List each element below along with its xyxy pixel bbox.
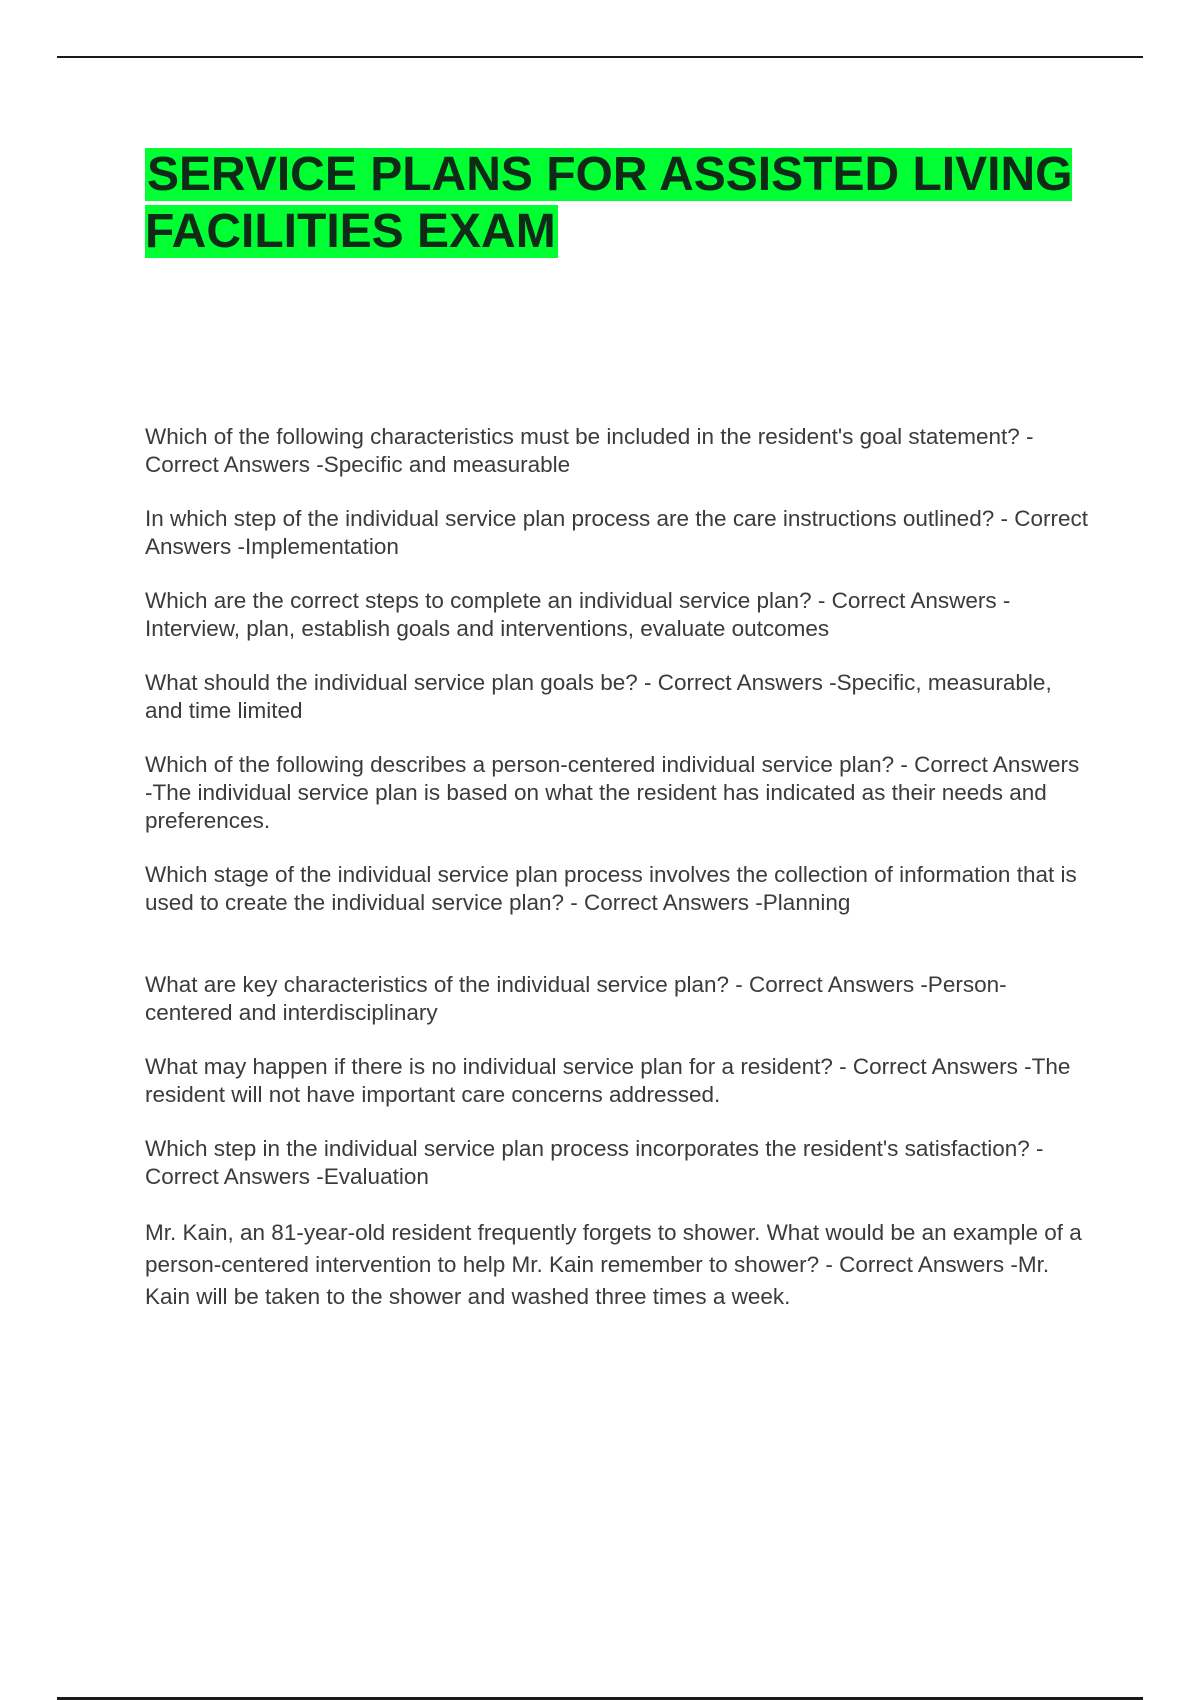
qa-list [145, 423, 1090, 1339]
qa-item-4: What should the individual service plan goals be? - Correct Answers -Specific, measurable, and time limited [145, 670, 1052, 723]
qa-item-5: Which of the following describes a person-centered individual service plan? - Correct Answers -The individual service plan is based on what the resident has indicated as their needs and preferences. [145, 752, 1080, 833]
qa-item-2: In which step of the individual service plan process are the care instructions outlined? - Correct Answers -Implementation [145, 506, 1088, 559]
top-rule [57, 56, 1143, 58]
title-highlight: SERVICE PLANS FOR ASSISTED LIVING FACILITIES EXAM [145, 148, 1073, 258]
qa-item-8: What may happen if there is no individual service plan for a resident? - Correct Answers -The resident will not have important care concerns addressed. [145, 1054, 1071, 1107]
qa-item-1: Which of the following characteristics must be included in the resident's goal statement? - Correct Answers -Specific and measurable [145, 424, 1034, 477]
qa-item-6: Which stage of the individual service plan process involves the collection of information that is used to create the individual service plan? - Correct Answers -Planning [145, 862, 1077, 915]
page-title [145, 146, 1095, 260]
qa-item-10: Mr. Kain, an 81-year-old resident frequently forgets to shower. What would be an example of a person-centered intervention to help Mr. Kain remember to shower? - Correct Answers -Mr. Kain will be taken to the shower and washed three times a week. [145, 1220, 1082, 1309]
qa-item-7: What are key characteristics of the individual service plan? - Correct Answers -Person-centered and interdisciplinary [145, 972, 1007, 1025]
qa-item-3: Which are the correct steps to complete an individual service plan? - Correct Answers - Interview, plan, establish goals and interventions, evaluate outcomes [145, 588, 1011, 641]
qa-item-9: Which step in the individual service plan process incorporates the resident's satisfaction? - Correct Answers -Evaluation [145, 1136, 1044, 1189]
